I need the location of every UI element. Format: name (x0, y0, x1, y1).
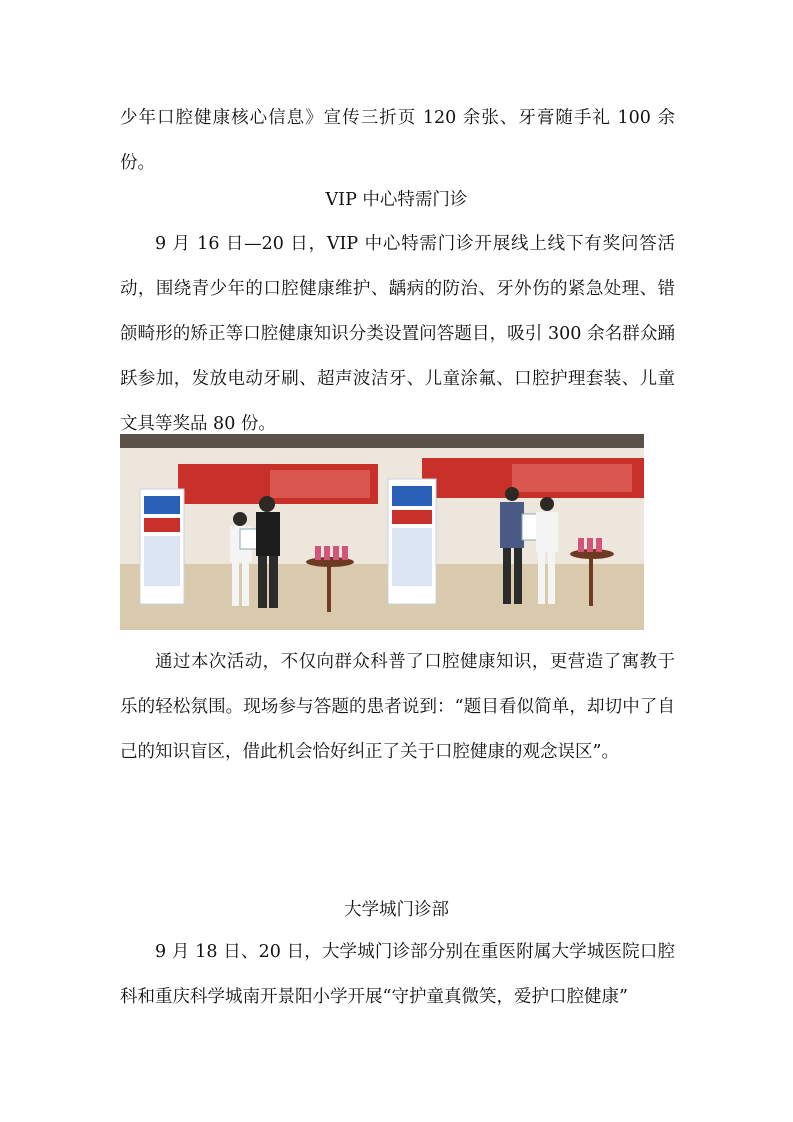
event-photo-right (382, 434, 644, 630)
event-photo-left (120, 434, 382, 630)
heading-university-town: 大学城门诊部 (344, 900, 449, 920)
paragraph-university-town: 9 月 18 日、20 日，大学城门诊部分别在重医附属大学城医院口腔科和重庆科学城南开景阳小学开展“守护童真微笑，爱护口腔健康” (120, 942, 675, 1007)
paragraph-result: 通过本次活动，不仅向群众科普了口腔健康知识，更营造了寓教于乐的轻松氛围。现场参与答题的患者说到：“题目看似简单，却切中了自己的知识盲区，借此机会恰好纠正了关于口腔健康的观念误区”。 (120, 652, 675, 762)
heading-vip-center: VIP 中心特需门诊 (325, 190, 468, 210)
paragraph-vip-center: 9 月 16 日—20 日，VIP 中心特需门诊开展线上线下有奖问答活动，围绕青少年的口腔健康维护、龋病的防治、牙外伤的紧急处理、错颌畸形的矫正等口腔健康知识分类设置问答题目，吸引 300 余名群众踊跃参加，发放电动牙刷、超声波洁牙、儿童涂氟、口腔护理套装、儿童文具等奖品 80 份。 (120, 234, 675, 434)
event-photo (120, 434, 644, 630)
paragraph-top: 少年口腔健康核心信息》宣传三折页 120 余张、牙膏随手礼 100 余份。 (120, 108, 675, 173)
